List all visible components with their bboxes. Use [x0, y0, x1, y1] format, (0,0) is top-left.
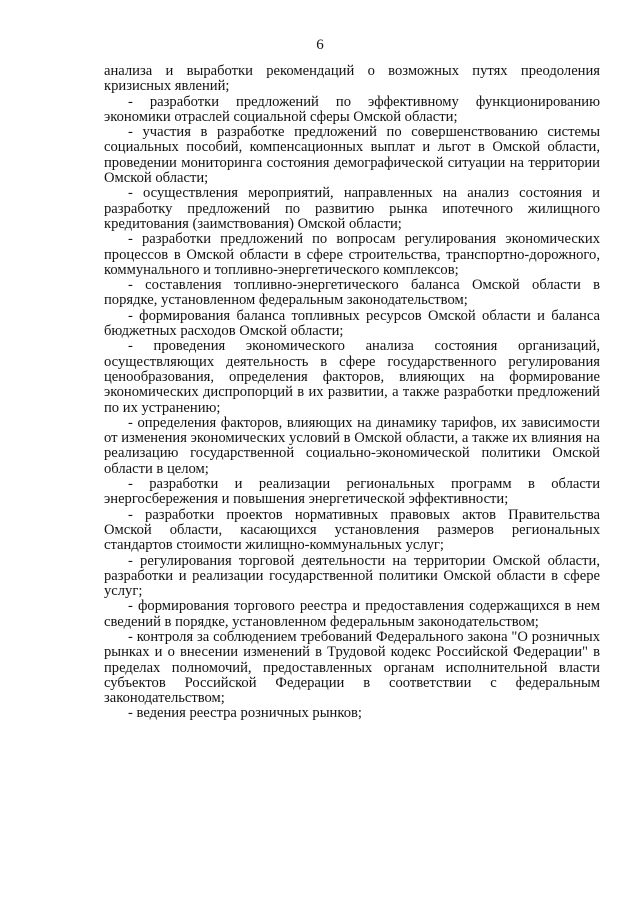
paragraph-continuation: анализа и выработки рекомендаций о возможных путях преодоления кризисных явлений; [104, 63, 600, 95]
document-body [104, 64, 600, 722]
list-item: - разработки предложений по вопросам регулирования экономических процессов в Омской области в сфере строительства, транспортно-дорожного, коммунального и топливно-энергетического комплексов; [104, 231, 600, 278]
list-item: - разработки проектов нормативных правовых актов Правительства Омской области, касающихся установления размеров региональных стандартов стоимости жилищно-коммунальных услуг; [104, 506, 600, 554]
list-item: - формирования баланса топливных ресурсов Омской области и баланса бюджетных расходов Омской области; [104, 307, 600, 340]
list-item: - ведения реестра розничных рынков; [128, 705, 362, 722]
list-item: - составления топливно-энергетического баланса Омской области в порядке, установленном федеральным законодательством; [104, 277, 600, 309]
list-item: - разработки предложений по эффективному функционированию экономики отраслей социальной сферы Омской области; [104, 93, 600, 125]
list-item: - регулирования торговой деятельности на территории Омской области, разработки и реализации государственной политики Омской области в сфере услуг; [104, 552, 600, 600]
list-item: - разработки и реализации региональных программ в области энергосбережения и повышения энергетической эффективности; [104, 476, 600, 508]
list-item: - контроля за соблюдением требований Федерального закона "О розничных рынках и о внесении изменений в Трудовой кодекс Российской Федерации" в пределах полномочий, предоставленных органам исполнительной власти субъектов Российской Федерации в соответствии с федеральным законодательством; [104, 628, 600, 707]
list-item: - осуществления мероприятий, направленных на анализ состояния и разработку предложений по развитию рынка ипотечного жилищного кредитования (заимствования) Омской области; [104, 185, 600, 232]
list-item: - определения факторов, влияющих на динамику тарифов, их зависимости от изменения экономических условий в Омской области, а также их влияния на реализацию государственной социально-экономической политики Омской области в целом; [104, 414, 600, 477]
list-item: - формирования торгового реестра и предоставления содержащихся в нем сведений в порядке, установленном федеральным законодательством; [104, 598, 600, 630]
list-item: - проведения экономического анализа состояния организаций, осуществляющих деятельность в сфере государственного регулирования ценообразования, определения факторов, влияющих на формирование экономических диспропорций в их развитии, а также разработки предложений по их устранению; [104, 338, 600, 416]
list-item: - участия в разработке предложений по совершенствованию системы социальных пособий, компенсационных выплат и льгот в Омской области, проведении мониторинга состояния демографической ситуации на территории Омской области; [104, 124, 600, 187]
page-number: 6 [316, 37, 324, 53]
